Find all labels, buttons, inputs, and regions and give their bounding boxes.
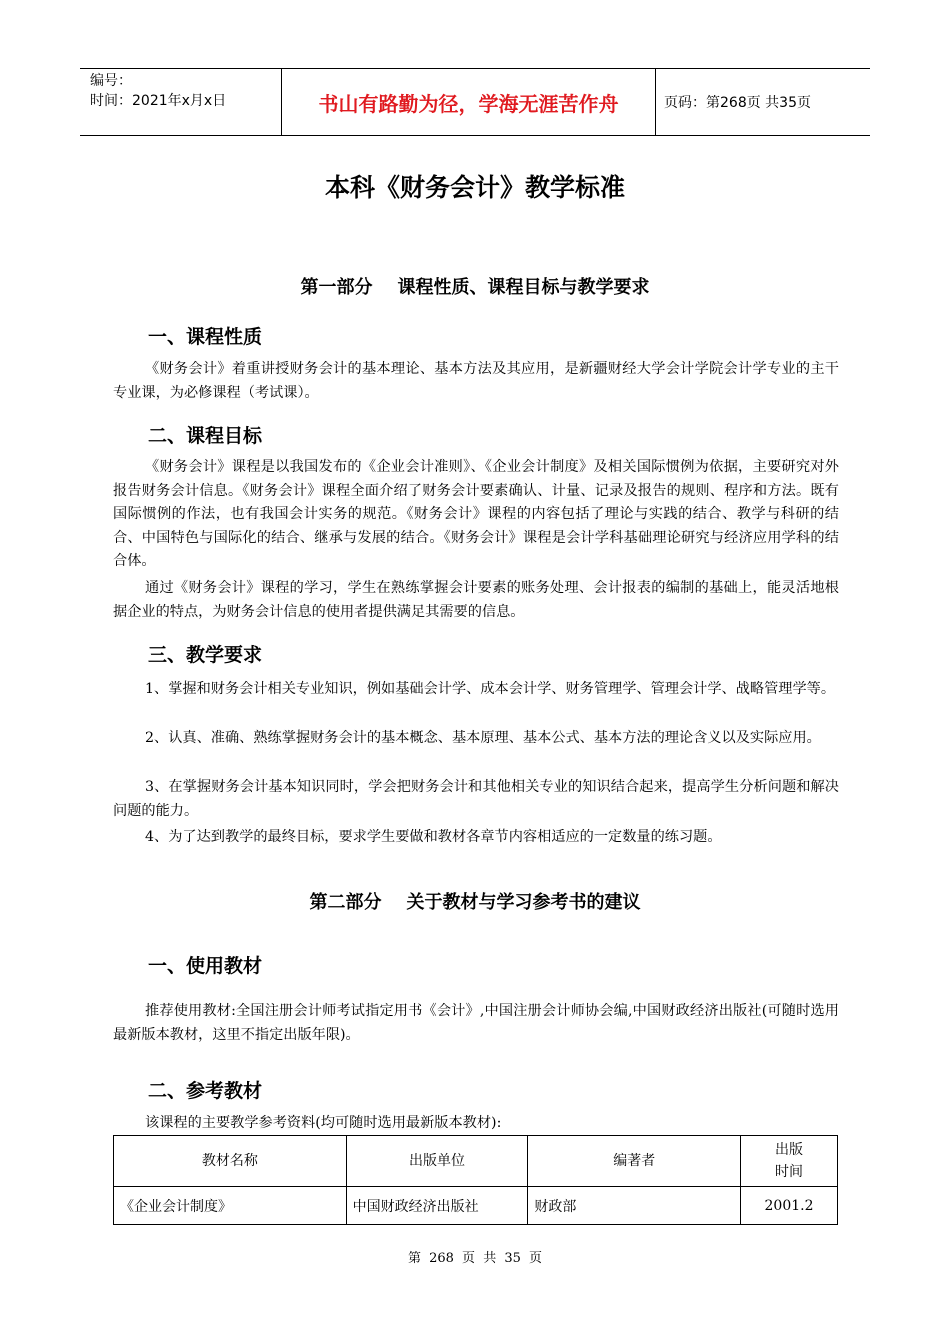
part1-section2-paragraph1: 《财务会计》课程是以我国发布的《企业会计准则》、《企业会计制度》及相关国际惯例为依据，主要研究对外报告财务会计信息。《财务会计》课程全面介绍了财务会计要素确认、计量、记录及报告的规则、程序和方法。既有国际惯例的作法，也有我国会计实务的规范。《财务会计》课程的内容包括了理论与实践的结合、教学与科研的结合、中国特色与国际化的结合、继承与发展的结合。《财务会计》课程是会计学科基础理论研究与经济应用学科的结合体。	[113, 459, 839, 569]
part1-title: 第一部分 课程性质、课程目标与教学要求	[300, 277, 650, 298]
part1-section2-paragraph2: 通过《财务会计》课程的学习，学生在熟练掌握会计要素的账务处理、会计报表的编制的基础上，能灵活地根据企业的特点，为财务会计信息的使用者提供满足其需要的信息。	[113, 580, 839, 620]
col-header-title: 教材名称	[114, 1136, 347, 1187]
cell-author: 财政部	[528, 1187, 741, 1225]
col-header-publisher: 出版单位	[346, 1136, 528, 1187]
document-title: 本科《财务会计》教学标准	[324, 173, 625, 202]
reference-table	[113, 1135, 838, 1225]
part2-section1-heading: 一、使用教材	[148, 955, 263, 977]
header-motto: 书山有路勤为径，学海无涯苦作舟	[282, 69, 656, 135]
cell-title: 《企业会计制度》	[114, 1187, 347, 1225]
page-header	[80, 68, 870, 136]
reference-intro: 该课程的主要教学参考资料(均可随时选用最新版本教材):	[145, 1115, 502, 1131]
cell-publisher: 中国财政经济出版社	[346, 1187, 528, 1225]
requirement-item-1: 1、掌握和财务会计相关专业知识，例如基础会计学、成本会计学、财务管理学、管理会计学、战略管理学等。	[145, 681, 836, 697]
part2-section2-heading: 二、参考教材	[148, 1080, 263, 1102]
table-row	[114, 1187, 838, 1225]
part1-section1-heading: 一、课程性质	[148, 326, 263, 348]
header-meta	[80, 69, 282, 135]
col-header-author: 编著者	[528, 1136, 741, 1187]
cell-date: 2001.2	[741, 1187, 838, 1225]
requirement-item-4: 4、为了达到教学的最终目标，要求学生要做和教材各章节内容相适应的一定数量的练习题。	[145, 829, 722, 845]
requirement-item-2: 2、认真、准确、熟练掌握财务会计的基本概念、基本原理、基本公式、基本方法的理论含义以及实际应用。	[145, 730, 821, 746]
time-label: 时间：2021年x月x日	[90, 93, 227, 109]
page-footer: 第 268 页 共 35 页	[407, 1251, 543, 1266]
col-header-date-line2: 时间	[775, 1164, 804, 1180]
header-page-info: 页码：第268页 共35页	[664, 95, 811, 111]
part1-section1-paragraph: 《财务会计》着重讲授财务会计的基本理论、基本方法及其应用，是新疆财经大学会计学院会计学专业的主干专业课，为必修课程（考试课）。	[113, 361, 839, 401]
part2-section1-paragraph: 推荐使用教材:全国注册会计师考试指定用书《会计》,中国注册会计师协会编,中国财政经济出版社(可随时选用最新版本教材，这里不指定出版年限)。	[113, 1003, 839, 1043]
col-header-date-line1: 出版	[775, 1142, 804, 1158]
number-label: 编号：	[90, 73, 132, 89]
part1-section2-heading: 二、课程目标	[148, 425, 263, 447]
part1-section3-heading: 三、教学要求	[148, 644, 263, 666]
requirement-item-3: 3、在掌握财务会计基本知识同时，学会把财务会计和其他相关专业的知识结合起来，提高学生分析问题和解决问题的能力。	[113, 779, 839, 819]
table-header-row	[114, 1136, 838, 1187]
col-header-date	[741, 1136, 838, 1187]
part2-title: 第二部分 关于教材与学习参考书的建议	[309, 892, 641, 913]
